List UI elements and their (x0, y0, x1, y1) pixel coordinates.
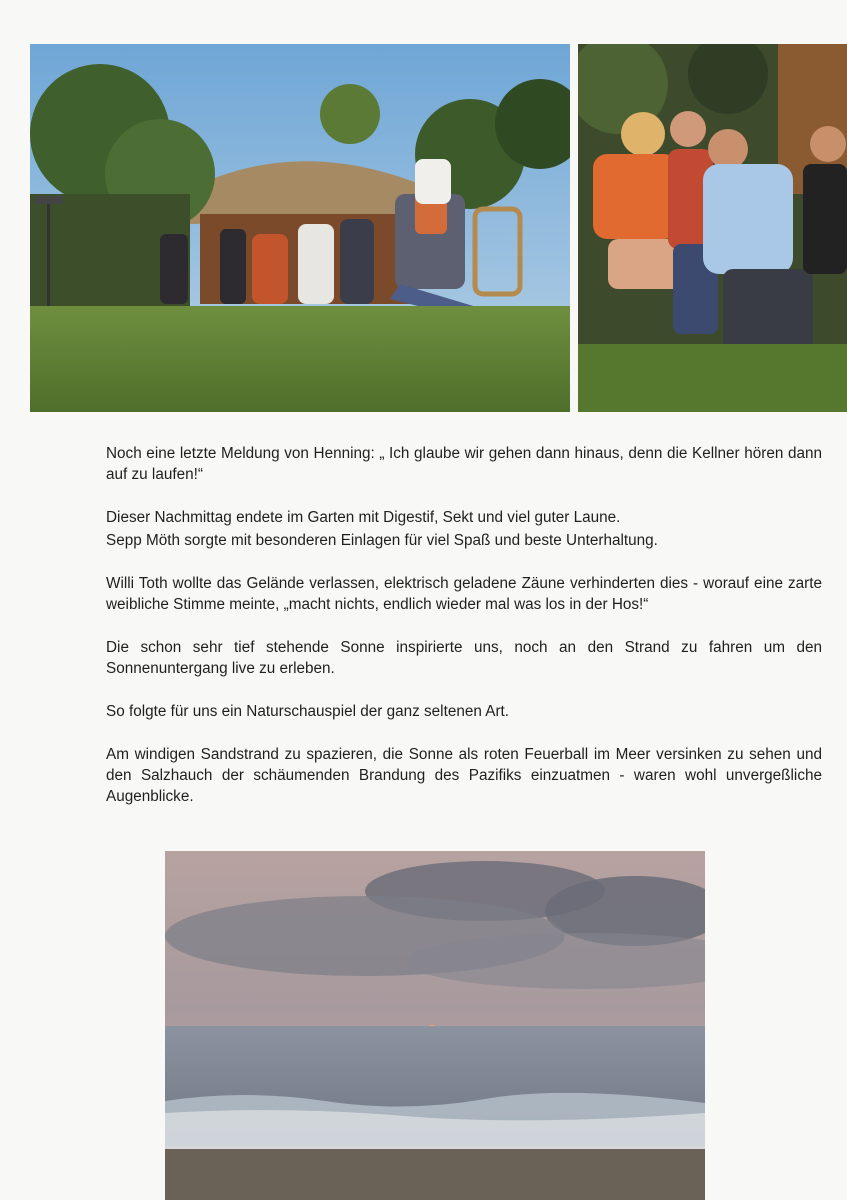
paragraph-beach: Am windigen Sandstrand zu spazieren, die Sonne als roten Feuerball im Meer versinken zu sehen und den Salzhauch der schäumenden Brandung des Pazifiks einzuatmen - waren wohl unvergeßliche Augenblicke. (106, 746, 822, 805)
paragraph-sun: Die schon sehr tief stehende Sonne inspirierte uns, noch an den Strand zu fahren um den Sonnenuntergang live zu erleben. (106, 639, 822, 677)
paragraph-nature: So folgte für uns ein Naturschauspiel der ganz seltenen Art. (106, 703, 510, 720)
paragraph-willi: Willi Toth wollte das Gelände verlassen, elektrisch geladene Zäune verhinderten dies - worauf eine zarte weibliche Stimme meinte, „macht nichts, endlich wieder mal was los in der Hos!“ (106, 575, 822, 613)
story-text (106, 443, 822, 829)
photo-sunset-beach (165, 851, 705, 1200)
paragraph-sepp: Sepp Möth sorgte mit besonderen Einlagen für viel Spaß und beste Unterhaltung. (106, 532, 658, 549)
photo-garden-party (30, 44, 570, 412)
photo-group-closeup (578, 44, 847, 412)
paragraph-afternoon: Dieser Nachmittag endete im Garten mit Digestif, Sekt und viel guter Laune. (106, 509, 621, 526)
paragraph-henning: Noch eine letzte Meldung von Henning: „ Ich glaube wir gehen dann hinaus, denn die Kellner hören dann auf zu laufen!“ (106, 445, 822, 483)
